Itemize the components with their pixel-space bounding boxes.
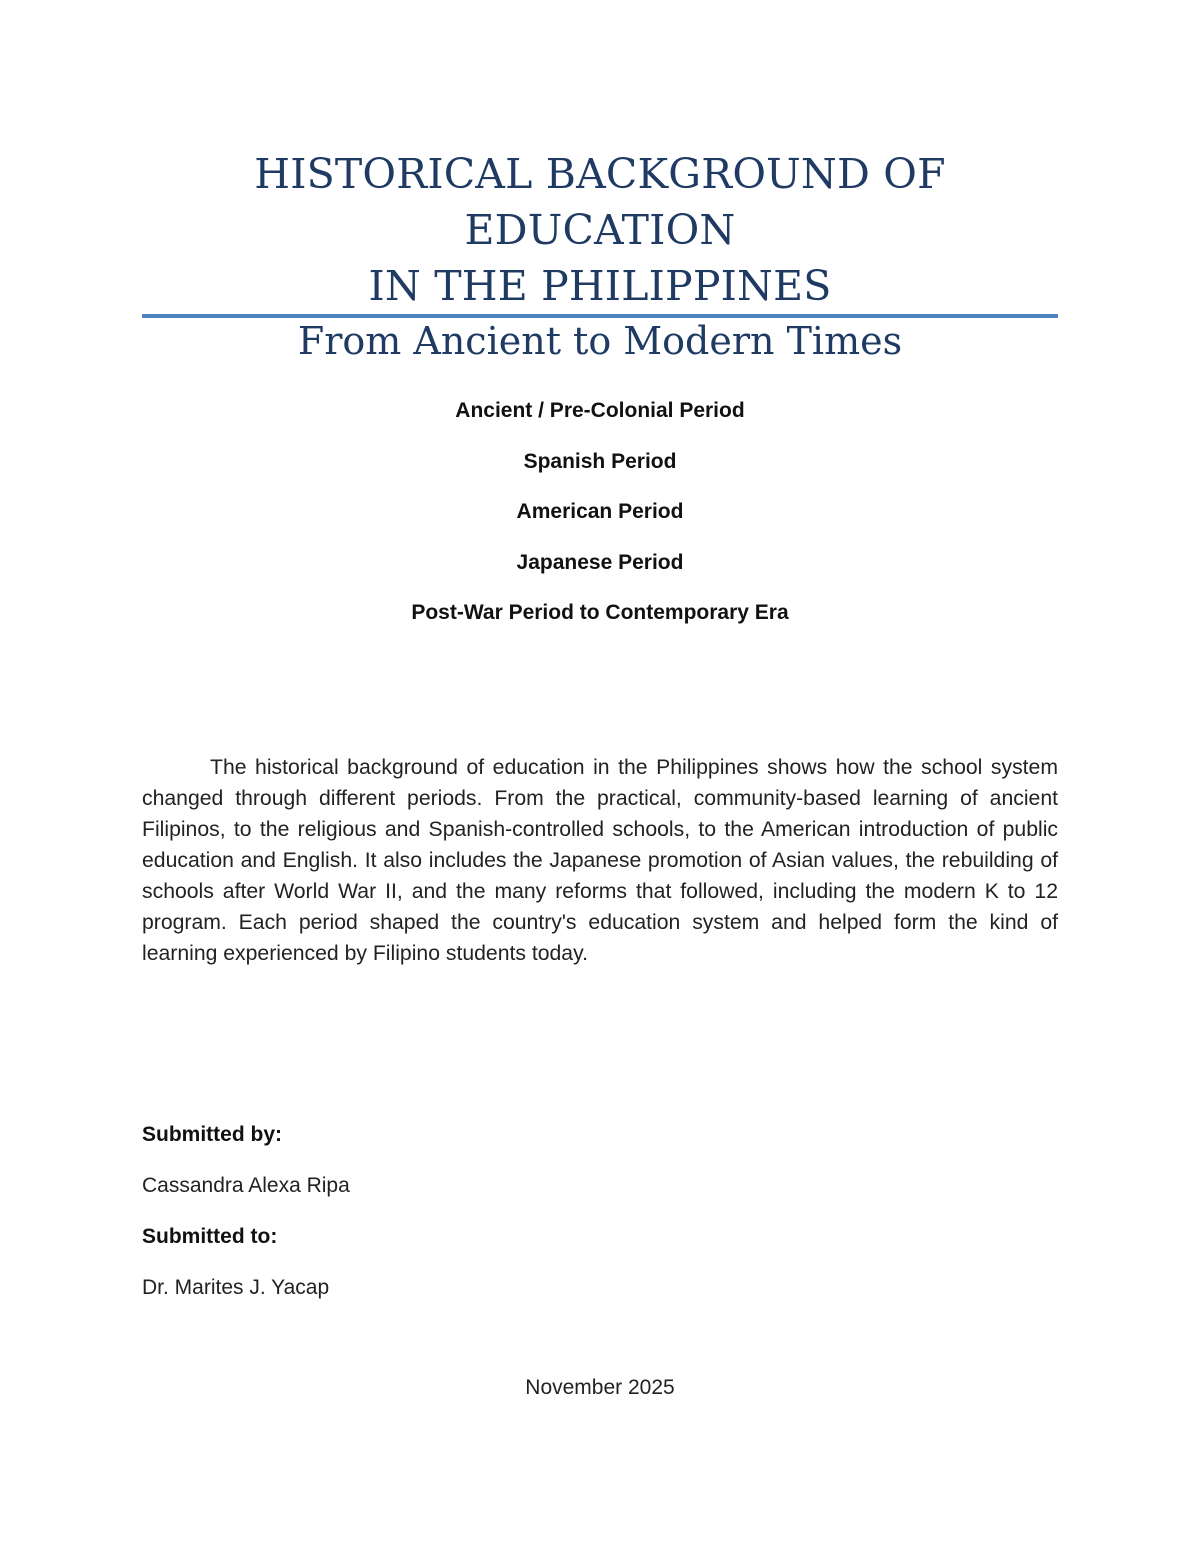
title-block [142,146,1058,368]
title-line-2: IN THE PHILIPPINES [368,262,832,310]
submitted-to-label: Submitted to: [142,1225,278,1248]
period-item: Japanese Period [516,550,684,574]
subtitle: From Ancient to Modern Times [297,319,903,363]
period-item: Ancient / Pre-Colonial Period [455,399,745,422]
submitted-by-name: Cassandra Alexa Ripa [142,1174,350,1197]
period-item: American Period [516,500,684,523]
submitted-by-label: Submitted by: [142,1123,282,1146]
title-line-1: HISTORICAL BACKGROUND OF EDUCATION [254,150,946,254]
period-item: Spanish Period [523,449,677,473]
period-list [142,398,1058,651]
period-item: Post-War Period to Contemporary Era [411,601,789,624]
intro-paragraph: The historical background of education in the Philippines shows how the school system changed through different periods. From the practical, community-based learning of ancient Filipinos, to the religious and Spanish-controlled schools, to the American introduction of public education and English. It also includes the Japanese promotion of Asian values, the rebuilding of schools after World War II, and the many reforms that followed, including the modern K to 12 program. Each period shaped the country's education system and helped form the kind of learning experienced by Filipino students today. [142,756,1058,965]
title-underline-rule [142,314,1058,318]
submitted-to-name: Dr. Marites J. Yacap [142,1276,330,1299]
submission-date: November 2025 [525,1376,675,1399]
